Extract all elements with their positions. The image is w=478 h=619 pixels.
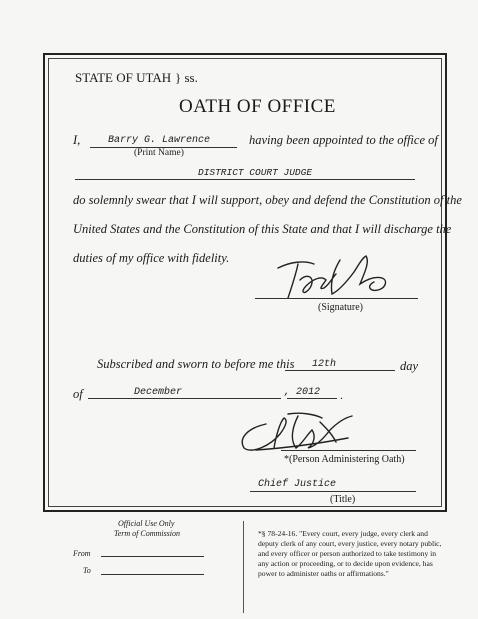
print-name-value: Barry G. Lawrence xyxy=(108,135,211,146)
administrator-title-value: Chief Justice xyxy=(258,479,337,490)
footnote-line: *§ 78-24-16. "Every court, every judge, every clerk and xyxy=(258,529,428,538)
state-heading: STATE OF UTAH xyxy=(75,70,172,85)
month-line xyxy=(88,398,281,399)
oath-line-1: do solemnly swear that I will support, obey and defend the Constitution of the xyxy=(73,193,462,207)
footnote-line: and every officer or person authorized to take testimony in xyxy=(258,549,437,558)
signature-line xyxy=(255,298,418,299)
document-title: OATH OF OFFICE xyxy=(179,96,336,117)
section-divider xyxy=(243,521,244,613)
title-caption: (Title) xyxy=(330,494,356,505)
subscribed-text: Subscribed and sworn to before me this xyxy=(97,357,295,371)
ss-marker: } ss. xyxy=(175,70,198,85)
date-period: . xyxy=(340,388,343,402)
oath-prefix: I, xyxy=(73,133,81,147)
office-line xyxy=(75,179,415,180)
day-line xyxy=(285,370,395,371)
to-line xyxy=(101,574,204,575)
print-name-caption: (Print Name) xyxy=(134,148,184,158)
administrator-caption: *(Person Administering Oath) xyxy=(284,454,405,465)
administrator-line xyxy=(281,450,416,451)
official-use-heading: Official Use Only xyxy=(118,519,175,528)
footnote-line: power to administer oaths or affirmations." xyxy=(258,569,389,578)
footnote-line: any action or proceeding, or to decide upon evidence, has xyxy=(258,559,433,568)
day-value: 12th xyxy=(312,359,337,370)
office-value: DISTRICT COURT JUDGE xyxy=(198,167,313,178)
from-line xyxy=(101,556,204,557)
month-value: December xyxy=(134,387,183,398)
day-word: day xyxy=(400,359,419,373)
footnote xyxy=(258,529,441,579)
to-label: To xyxy=(83,566,91,575)
appointment-text: having been appointed to the office of xyxy=(249,133,438,147)
term-of-commission: Term of Commission xyxy=(114,529,180,538)
year-value: , 2012 xyxy=(284,387,321,398)
of-word: of xyxy=(73,387,83,401)
title-line xyxy=(250,491,416,492)
year-line xyxy=(287,398,337,399)
administrator-signature xyxy=(236,408,376,456)
footnote-line: deputy clerk of any court, every justice, every notary public, xyxy=(258,539,442,548)
signature-caption: (Signature) xyxy=(318,302,363,313)
oath-line-3: duties of my office with fidelity. xyxy=(73,251,230,265)
from-label: From xyxy=(73,549,91,558)
oath-line-2: United States and the Constitution of this State and that I will discharge the xyxy=(73,222,452,236)
